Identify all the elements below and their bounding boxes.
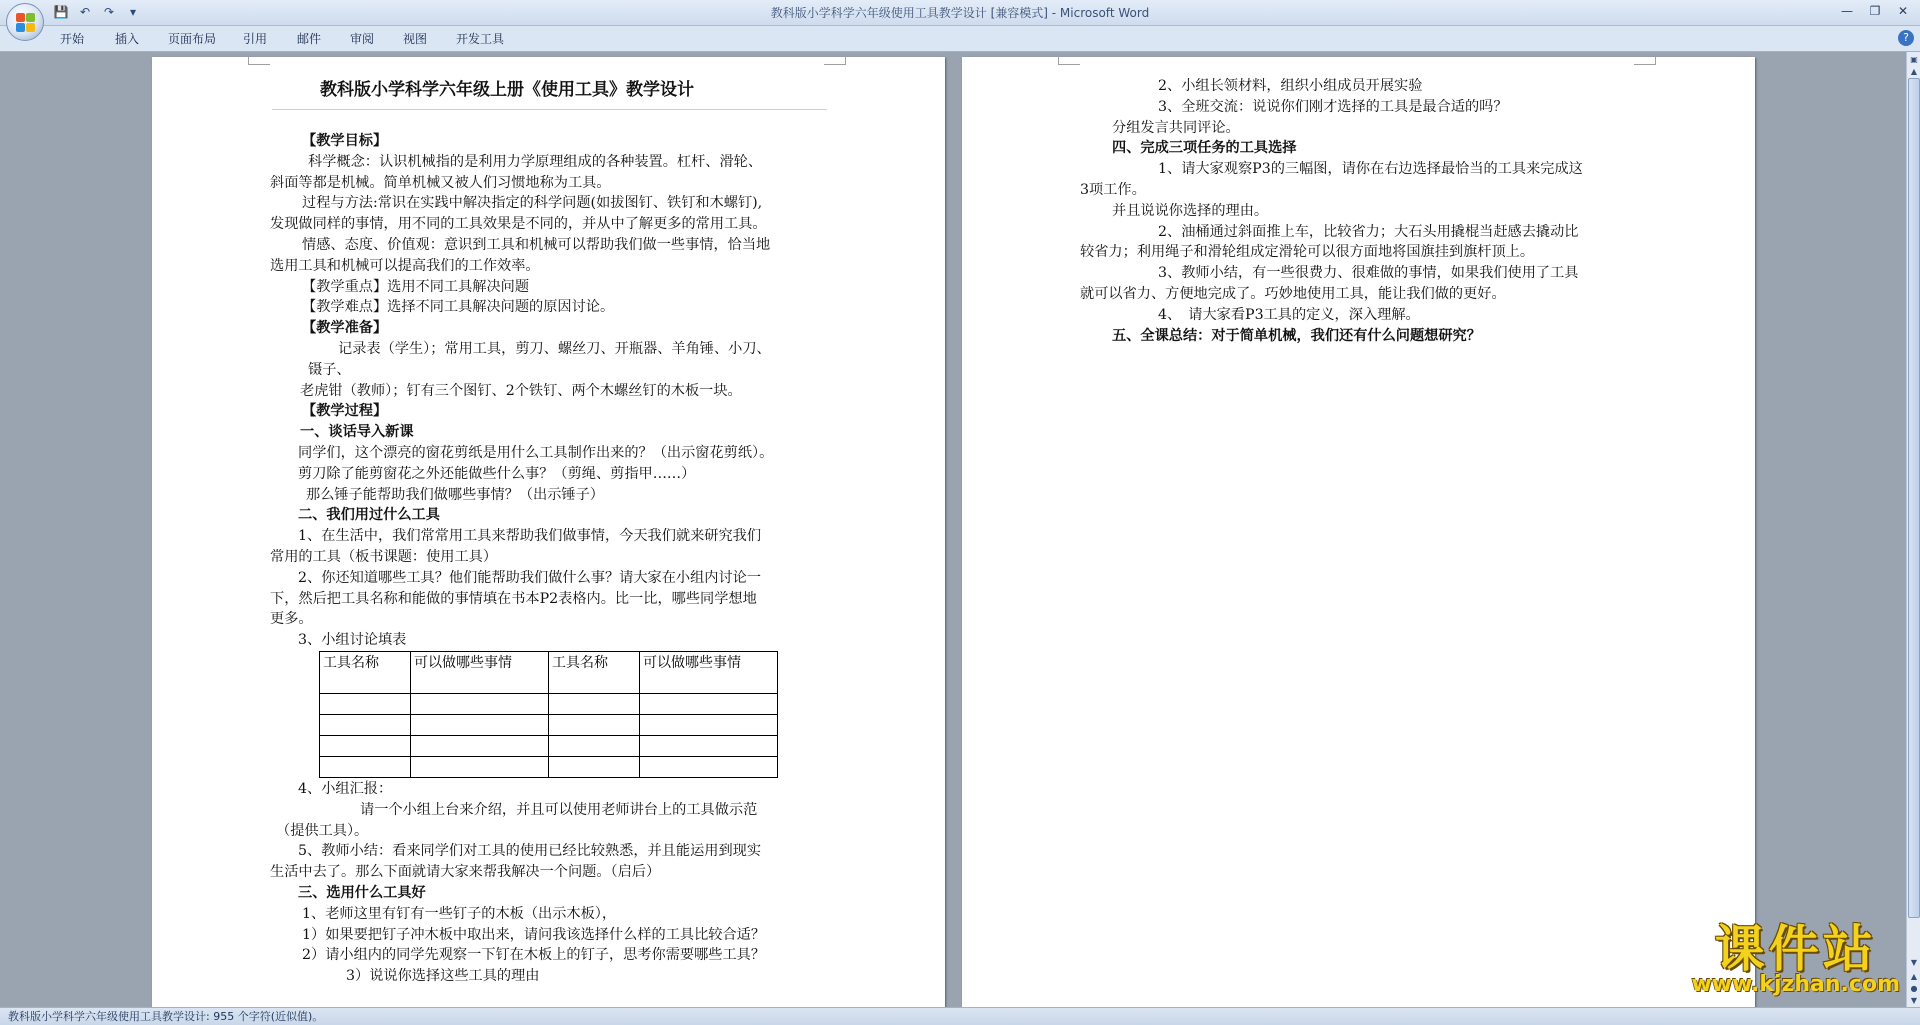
tab-view[interactable]: 视图 [403,32,428,46]
table-row [320,757,778,778]
restore-icon[interactable]: ❐ [1869,4,1881,18]
paragraph-line: 下，然后把工具名称和能做的事情填在书本P2表格内。比一比，哪些同学想地 [270,590,757,607]
paragraph-line: 情感、态度、价值观：意识到工具和机械可以帮助我们做一些事情，恰当地 [302,236,771,253]
paragraph-line: 常用的工具（板书课题：使用工具） [270,548,498,565]
tab-developer[interactable]: 开发工具 [456,32,505,46]
paragraph-line: 斜面等都是机械。简单机械又被人们习惯地称为工具。 [270,174,611,191]
discussion-table[interactable] [319,651,778,778]
title-underline [272,109,827,110]
next-page-icon[interactable]: ▼ [1910,996,1918,1005]
paragraph-line: 那么锤子能帮助我们做哪些事情？（出示锤子） [306,486,604,503]
tab-home[interactable]: 开始 [60,32,85,46]
tab-references[interactable]: 引用 [243,32,268,46]
tab-mailings[interactable]: 邮件 [297,32,322,46]
help-icon[interactable]: ? [1898,30,1914,46]
select-browse-object-icon[interactable]: ● [1910,984,1918,993]
table-cell[interactable] [640,694,778,715]
ribbon-tabs [0,26,1920,52]
undo-icon[interactable]: ↶ [79,5,91,19]
paragraph-line: 同学们，这个漂亮的窗花剪纸是用什么工具制作出来的？（出示窗花剪纸）。 [298,444,774,461]
document-title: 教科版小学科学六年级上册《使用工具》教学设计 [320,80,694,100]
page-1-body-top [270,131,773,651]
table-row [320,694,778,715]
table-cell[interactable] [411,757,549,778]
table-cell[interactable] [549,694,640,715]
document-area [0,52,1906,1007]
table-cell[interactable] [320,736,411,757]
tab-review[interactable]: 审阅 [350,32,375,46]
paragraph-line: 科学概念：认识机械指的是利用力学原理组成的各种装置。杠杆、滑轮、 [308,153,763,170]
paragraph-line: 2、小组长领材料，组织小组成员开展实验 [1158,78,1423,94]
paragraph-line: 2）请小组内的同学先观察一下钉在木板上的钉子，思考你需要哪些工具？ [302,947,766,964]
scroll-down-icon[interactable]: ▼ [1910,958,1918,967]
table-cell[interactable] [320,694,411,715]
watermark-text: 课件站 [1714,920,1877,978]
minimize-icon[interactable]: — [1841,4,1853,18]
paragraph-line: 1、请大家观察P3的三幅图，请你在右边选择最恰当的工具来完成这 [1158,161,1583,178]
paragraph-line: 就可以省力、方便地完成了。巧妙地使用工具，能让我们做的更好。 [1080,285,1506,302]
word-count-status[interactable]: 教科版小学科学六年级使用工具教学设计: 955 个字符(近似值)。 [8,1010,324,1023]
section-heading: 五、全课总结：对于简单机械，我们还有什么问题想研究？ [1112,327,1481,344]
vertical-scrollbar[interactable] [1906,52,1920,1007]
table-header-cell[interactable]: 工具名称 [549,652,640,694]
page-2[interactable] [962,57,1755,1007]
paragraph-line: 5、教师小结：看来同学们对工具的使用已经比较熟悉，并且能运用到现实 [298,843,762,860]
customize-icon[interactable]: ▾ [129,5,137,19]
table-cell[interactable] [640,757,778,778]
save-icon[interactable]: 💾 [53,5,69,19]
redo-icon[interactable]: ↷ [103,5,115,19]
paragraph-line: 2、油桶通过斜面推上车，比较省力；大石头用撬棍当赶感去撬动比 [1158,223,1579,240]
paragraph-line: 分组发言共同评论。 [1112,119,1240,136]
paragraph-line: 选用工具和机械可以提高我们的工作效率。 [270,257,540,274]
paragraph-line: 较省力；利用绳子和滑轮组成定滑轮可以很方面地将国旗挂到旗杆顶上。 [1080,244,1535,261]
table-cell[interactable] [320,757,411,778]
office-button[interactable] [6,3,44,41]
table-cell[interactable] [640,736,778,757]
section-heading: 二、我们用过什么工具 [298,507,440,524]
paragraph-line: 剪刀除了能剪窗花之外还能做些什么事？（剪绳、剪指甲……） [298,465,696,482]
table-header-cell[interactable]: 工具名称 [320,652,411,694]
paragraph-line: 镊子、 [308,361,351,378]
table-cell[interactable] [549,736,640,757]
close-icon[interactable]: ✕ [1897,4,1909,18]
heading-process: 【教学过程】 [302,403,388,420]
heading-difficulty: 【教学难点】选择不同工具解决问题的原因讨论。 [302,299,615,316]
page-corner-mark [1058,55,1080,65]
ruler-toggle-icon[interactable]: ▣ [1910,55,1918,64]
office-logo-icon [16,13,36,33]
window-controls [1834,2,1916,20]
table-cell[interactable] [411,736,549,757]
window-title: 教科版小学科学六年级使用工具教学设计 [兼容模式] - Microsoft Word [770,6,1150,20]
page-1[interactable] [152,57,945,1007]
table-header-cell[interactable]: 可以做哪些事情 [411,652,549,694]
heading-key-point: 【教学重点】选用不同工具解决问题 [302,278,530,295]
heading-objectives: 【教学目标】 [302,133,388,149]
scroll-up-icon[interactable]: ▲ [1910,67,1918,76]
paragraph-line: （提供工具）。 [276,822,369,839]
scroll-thumb[interactable] [1908,78,1920,918]
page-corner-mark [824,55,846,65]
paragraph-line: 并且说说你选择的理由。 [1112,202,1269,219]
watermark-url: www.kjzhan.com [1691,972,1900,997]
table-row [320,715,778,736]
heading-preparation: 【教学准备】 [302,320,388,337]
page-corner-mark [248,55,270,65]
page-1-body-bottom [270,779,765,987]
paragraph-line: 生活中去了。那么下面就请大家来帮我解决一个问题。（启后） [270,864,661,881]
table-cell[interactable] [640,715,778,736]
paragraph-line: 老虎钳（教师）；钉有三个图钉、2个铁钉、两个木螺丝钉的木板一块。 [300,382,742,399]
table-cell[interactable] [411,694,549,715]
table-cell[interactable] [549,757,640,778]
section-heading: 三、选用什么工具好 [298,884,426,901]
paragraph-line: 3、全班交流：说说你们刚才选择的工具是最合适的吗？ [1158,98,1508,115]
paragraph-line: 3）说说你选择这些工具的理由 [346,968,540,985]
paragraph-line: 过程与方法:常识在实践中解决指定的科学问题(如拔图钉、铁钉和木螺钉), [302,195,763,212]
table-cell[interactable] [411,715,549,736]
paragraph-line: 发现做同样的事情，用不同的工具效果是不同的，并从中了解更多的常用工具。 [270,216,767,233]
table-cell[interactable] [549,715,640,736]
paragraph-line: 4、小组汇报： [298,781,393,797]
section-heading: 一、谈话导入新课 [300,424,414,441]
previous-page-icon[interactable]: ▲ [1910,972,1918,981]
paragraph-line: 请一个小组上台来介绍，并且可以使用老师讲台上的工具做示范 [360,801,758,818]
table-row [320,736,778,757]
paragraph-line: 4、 请大家看P3工具的定义，深入理解。 [1158,306,1420,323]
site-watermark [1691,922,1900,997]
paragraph-line: 1、老师这里有钉有一些钉子的木板（出示木板）， [302,905,617,922]
paragraph-line: 记录表（学生）；常用工具，剪刀、螺丝刀、开瓶器、羊角锤、小刀、 [338,340,771,357]
paragraph-line: 1、在生活中，我们常常用工具来帮助我们做事情，今天我们就来研究我们 [298,528,762,545]
paragraph-line: 1）如果要把钉子冲木板中取出来，请问我该选择什么样的工具比较合适？ [302,926,766,943]
tab-insert[interactable]: 插入 [115,32,140,46]
paragraph-line: 2、你还知道哪些工具？他们能帮助我们做什么事？请大家在小组内讨论一 [298,569,762,586]
page-corner-mark [1634,55,1656,65]
paragraph-line: 3项工作。 [1080,181,1146,198]
tab-page-layout[interactable]: 页面布局 [168,32,217,46]
page-2-body [1080,76,1583,346]
table-cell[interactable] [320,715,411,736]
section-heading: 四、完成三项任务的工具选择 [1112,140,1297,157]
table-header-cell[interactable]: 可以做哪些事情 [640,652,778,694]
paragraph-line: 3、教师小结，有一些很费力、很难做的事情，如果我们使用了工具 [1158,265,1579,282]
status-bar [0,1007,1920,1025]
paragraph-line: 3、小组讨论填表 [298,632,407,649]
paragraph-line: 更多。 [270,611,313,628]
title-bar [0,0,1920,26]
